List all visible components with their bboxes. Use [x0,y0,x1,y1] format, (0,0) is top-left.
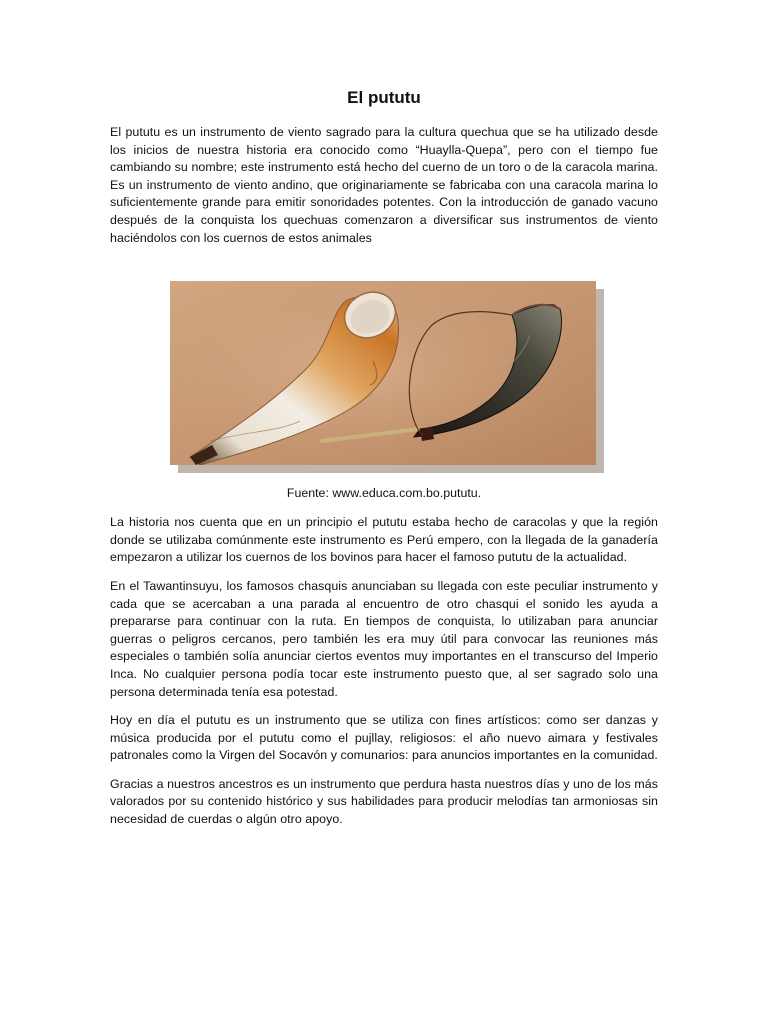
photo-illustration [170,281,596,465]
page-title: El pututu [347,88,421,107]
document-page [110,86,658,829]
closing-paragraph: Gracias a nuestros ancestros es un instrumento que perdura hasta nuestros días y uno de los más valorados por su contenido histórico y sus habilidades para producir melodías tan armoniosas sin necesidad de cuerdas o algún otro apoyo. [110,776,658,827]
history-paragraph: La historia nos cuenta que en un principio el pututu estaba hecho de caracolas y que la región donde se utilizaba comúnmente este instrumento es Perú empero, con la llegada de la ganadería empezaron a utilizar los cuernos de los bovinos para hacer el famoso pututu de la actualidad. [110,515,658,565]
intro-paragraph: El pututu es un instrumento de viento sagrado para la cultura quechua que se ha utilizado desde los inicios de nuestra historia era conocido como “Huaylla-Quepa”, pero con el tiempo fue cambiando su nombre; este instrumento está hecho del cuerno de un toro o de la caracola marina. Es un instrumento de viento andino, que originariamente se fabricaba con una caracola marina lo suficientemente grande para emitir sonoridades potentes. Con la introducción de ganado vacuno después de la conquista los quechuas comenzaron a diversificar sus instrumentos de viento haciéndolos con los cuernos de estos animales [110,125,658,245]
tawantinsuyu-paragraph: En el Tawantinsuyu, los famosos chasquis anunciaban su llegada con este peculiar instrumento y cada que se acercaban a una parada al encuentro de otro chasqui el sonido les ayuda a prepararse para continuar con la ruta. En tiempos de conquista, lo utilizaban para anunciar guerras o peligros cercanos, pero también les era muy útil para convocar las reuniones más especiales o también solía anunciar ciertos eventos muy importantes en el transcurso del Imperio Inca. No cualquier persona podía tocar este instrumento puesto que, al ser sagrado solo una persona determinada tenía esa potestad. [110,578,658,699]
figure [110,281,658,477]
figure-caption: Fuente: www.educa.com.bo.pututu. [286,486,482,501]
modern-use-paragraph: Hoy en día el pututu es un instrumento que se utiliza con fines artísticos: como ser danzas y música producida por el pututu como el pujllay, religiosos: el año nuevo aimara y festivales patronales como la Virgen del Socavón y comunarios: para anuncios importantes en la comunidad. [110,713,658,763]
pututu-photo [170,281,596,465]
